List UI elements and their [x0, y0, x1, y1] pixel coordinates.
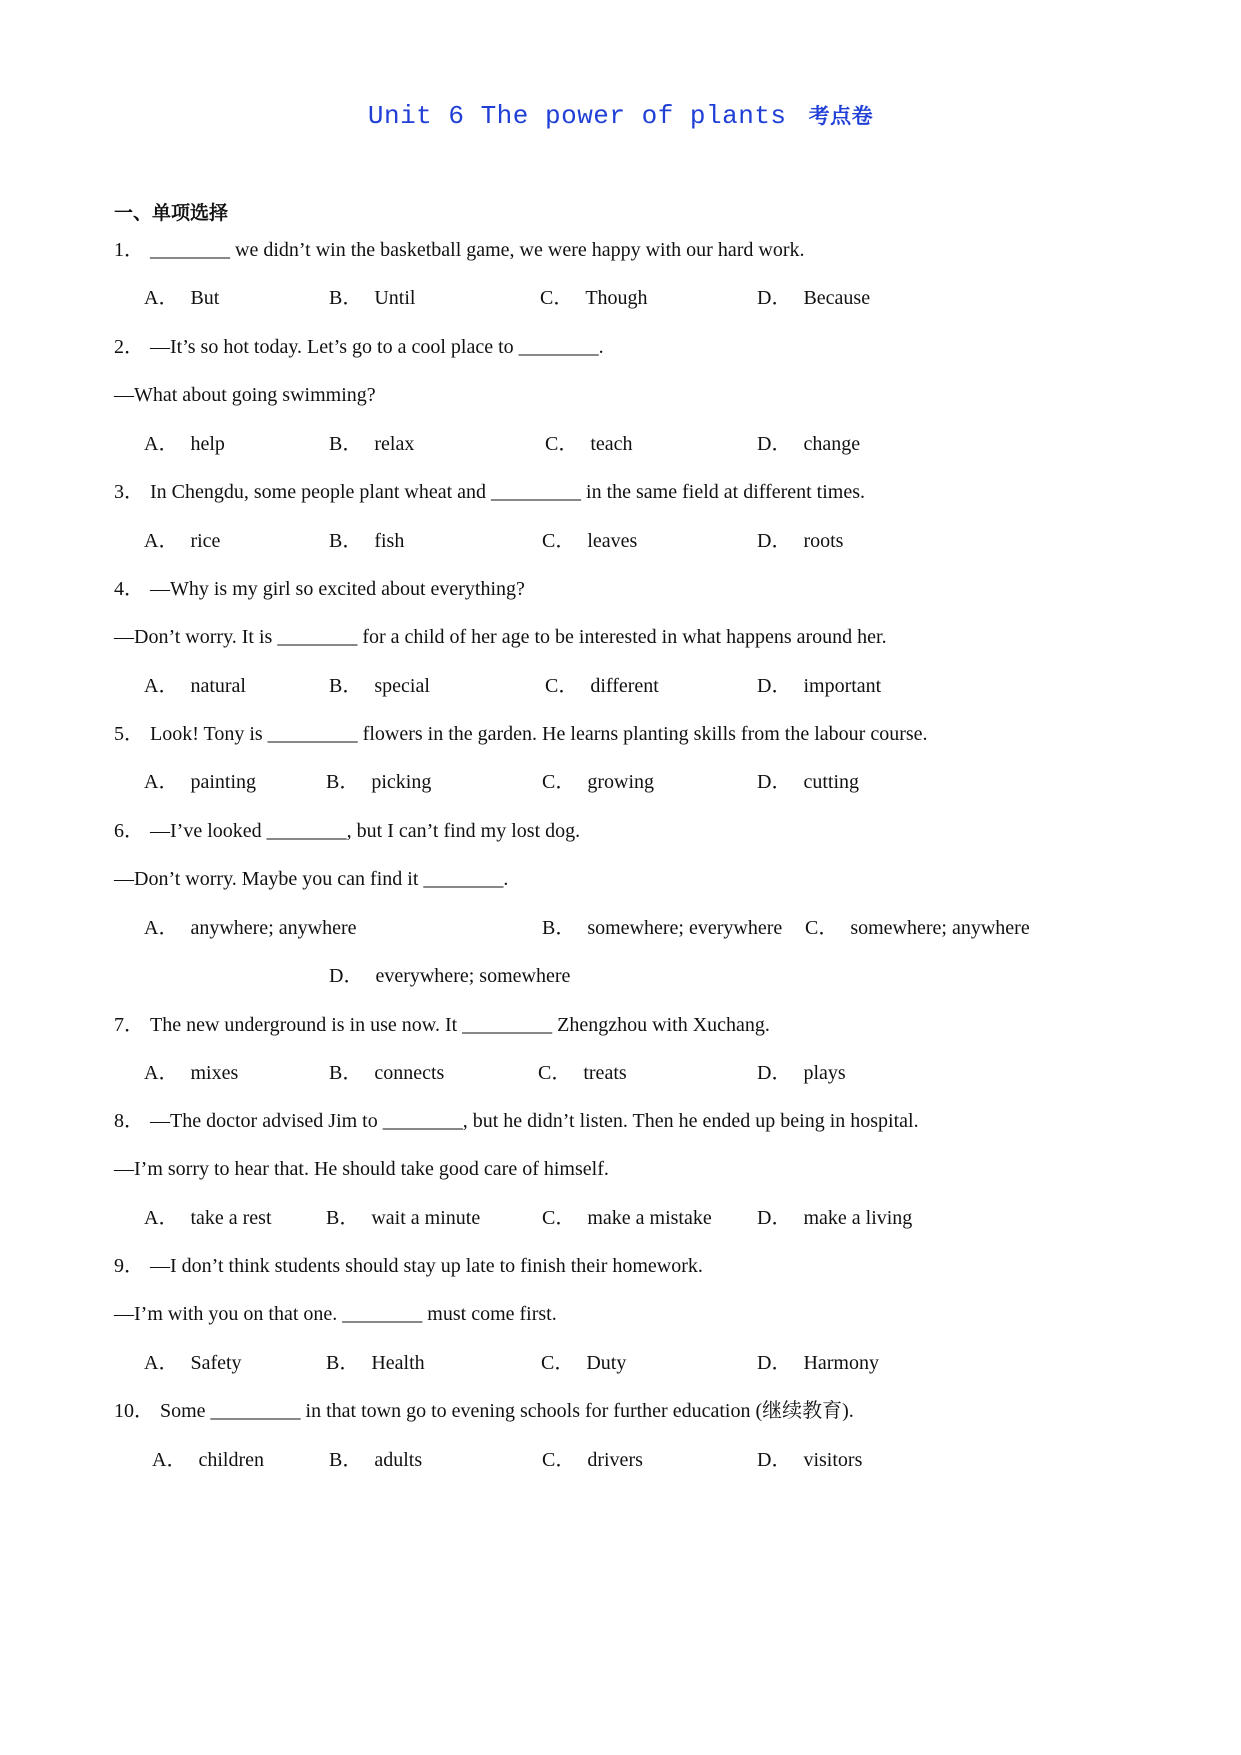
option-letter: B．	[329, 287, 363, 309]
option-letter: D．	[757, 530, 792, 552]
option-letter: B．	[326, 1352, 360, 1374]
question-text: Some _________ in that town go to evening schools for further education (继续教育).	[160, 1400, 854, 1422]
question-text: —The doctor advised Jim to ________, but he didn’t listen. Then he ended up being in hospital.	[150, 1110, 919, 1132]
option-text: take a rest	[190, 1207, 272, 1229]
option-letter: D．	[757, 433, 792, 455]
question-number: 9．	[114, 1255, 144, 1277]
option-letter: A．	[144, 675, 179, 697]
q1-option-b[interactable]	[329, 286, 415, 310]
option-text: mixes	[190, 1062, 239, 1084]
option-text: somewhere; anywhere	[850, 917, 1030, 939]
option-letter: B．	[329, 1062, 363, 1084]
q5-option-c[interactable]	[542, 770, 654, 794]
option-letter: D．	[757, 675, 792, 697]
option-letter: A．	[144, 1062, 179, 1084]
option-letter: A．	[144, 917, 179, 939]
option-text: make a living	[803, 1207, 913, 1229]
section-heading: 一、单项选择	[114, 202, 229, 224]
option-text: plays	[803, 1062, 846, 1084]
option-letter: B．	[326, 1207, 360, 1229]
question-3-stem	[114, 480, 865, 504]
option-letter: D．	[329, 965, 364, 987]
question-8-stem	[114, 1109, 919, 1133]
q2-option-d[interactable]	[757, 432, 860, 456]
option-text: Because	[803, 287, 871, 309]
title-english: Unit 6 The power of plants	[367, 101, 787, 131]
option-text: anywhere; anywhere	[190, 917, 357, 939]
option-text: Duty	[586, 1352, 627, 1374]
option-letter: A．	[144, 433, 179, 455]
q4-option-a[interactable]	[144, 674, 246, 698]
q7-option-b[interactable]	[329, 1061, 444, 1085]
question-text: The new underground is in use now. It _________ Zhengzhou with Xuchang.	[150, 1014, 770, 1036]
question-text: In Chengdu, some people plant wheat and _________ in the same field at different times.	[150, 481, 866, 503]
q3-option-c[interactable]	[542, 529, 637, 553]
question-6-reply: —Don’t worry. Maybe you can find it ________.	[114, 868, 509, 890]
option-letter: B．	[542, 917, 576, 939]
option-letter: D．	[757, 1449, 792, 1471]
option-text: adults	[374, 1449, 423, 1471]
q10-option-c[interactable]	[542, 1448, 643, 1472]
option-text: help	[190, 433, 225, 455]
option-text: visitors	[803, 1449, 863, 1471]
option-text: picking	[371, 771, 432, 793]
q10-option-a[interactable]	[152, 1448, 264, 1472]
option-letter: C．	[545, 433, 579, 455]
question-number: 2．	[114, 336, 144, 358]
option-letter: D．	[757, 1207, 792, 1229]
option-text: Harmony	[803, 1352, 879, 1374]
question-6-stem	[114, 819, 580, 843]
option-letter: B．	[329, 675, 363, 697]
q7-option-c[interactable]	[538, 1061, 627, 1085]
q10-option-b[interactable]	[329, 1448, 422, 1472]
page-title	[0, 100, 1241, 131]
question-number: 1．	[114, 239, 144, 261]
option-text: fish	[374, 530, 405, 552]
option-text: wait a minute	[371, 1207, 481, 1229]
question-text: ________ we didn’t win the basketball game, we were happy with our hard work.	[150, 239, 805, 261]
q3-option-a[interactable]	[144, 529, 220, 553]
option-letter: C．	[542, 530, 576, 552]
option-text: But	[190, 287, 220, 309]
option-text: Health	[371, 1352, 425, 1374]
question-text: —It’s so hot today. Let’s go to a cool place to ________.	[150, 336, 604, 358]
option-letter: D．	[757, 287, 792, 309]
q3-option-d[interactable]	[757, 529, 843, 553]
question-text: —I don’t think students should stay up late to finish their homework.	[150, 1255, 703, 1277]
option-letter: A．	[144, 530, 179, 552]
question-10-stem	[114, 1399, 854, 1423]
q8-option-c[interactable]	[542, 1206, 712, 1230]
q9-option-d[interactable]	[757, 1351, 879, 1375]
option-letter: B．	[329, 1449, 363, 1471]
q8-option-d[interactable]	[757, 1206, 912, 1230]
question-number: 10．	[114, 1400, 154, 1422]
question-2-reply: —What about going swimming?	[114, 384, 376, 406]
q5-option-d[interactable]	[757, 770, 859, 794]
option-text: Safety	[190, 1352, 242, 1374]
option-letter: C．	[542, 1449, 576, 1471]
option-text: teach	[590, 433, 633, 455]
question-number: 8．	[114, 1110, 144, 1132]
option-letter: A．	[144, 287, 179, 309]
question-number: 4．	[114, 578, 144, 600]
option-letter: C．	[540, 287, 574, 309]
q1-option-c[interactable]	[540, 286, 648, 310]
q2-option-a[interactable]	[144, 432, 225, 456]
question-number: 3．	[114, 481, 144, 503]
title-chinese: 考点卷	[808, 104, 874, 128]
question-text: —I’ve looked ________, but I can’t find my lost dog.	[150, 820, 581, 842]
question-9-reply: —I’m with you on that one. ________ must come first.	[114, 1303, 557, 1325]
question-4-reply: —Don’t worry. It is ________ for a child of her age to be interested in what happens around her.	[114, 626, 887, 648]
option-text: make a mistake	[587, 1207, 712, 1229]
option-text: Until	[374, 287, 416, 309]
option-text: painting	[190, 771, 256, 793]
option-text: Though	[585, 287, 648, 309]
q9-option-b[interactable]	[326, 1351, 425, 1375]
question-number: 5．	[114, 723, 144, 745]
option-text: relax	[374, 433, 415, 455]
option-text: roots	[803, 530, 844, 552]
option-text: natural	[190, 675, 246, 697]
option-letter: B．	[326, 771, 360, 793]
question-number: 7．	[114, 1014, 144, 1036]
option-letter: C．	[541, 1352, 575, 1374]
q6-option-c[interactable]	[805, 916, 1030, 940]
question-text: Look! Tony is _________ flowers in the garden. He learns planting skills from the labour course.	[150, 723, 928, 745]
option-text: children	[198, 1449, 264, 1471]
option-letter: A．	[144, 1207, 179, 1229]
option-letter: A．	[144, 1352, 179, 1374]
option-text: treats	[583, 1062, 627, 1084]
q2-option-c[interactable]	[545, 432, 633, 456]
q5-option-b[interactable]	[326, 770, 431, 794]
q1-option-a[interactable]	[144, 286, 219, 310]
option-text: everywhere; somewhere	[375, 965, 571, 987]
option-text: cutting	[803, 771, 859, 793]
option-letter: C．	[538, 1062, 572, 1084]
option-letter: C．	[545, 675, 579, 697]
option-letter: D．	[757, 1062, 792, 1084]
q9-option-a[interactable]	[144, 1351, 242, 1375]
q1-option-d[interactable]	[757, 286, 870, 310]
question-4-stem	[114, 577, 525, 601]
option-letter: D．	[757, 771, 792, 793]
q10-option-d[interactable]	[757, 1448, 862, 1472]
question-7-stem	[114, 1013, 770, 1037]
q8-option-a[interactable]	[144, 1206, 272, 1230]
option-letter: C．	[542, 771, 576, 793]
option-letter: A．	[152, 1449, 187, 1471]
option-letter: B．	[329, 433, 363, 455]
option-text: change	[803, 433, 861, 455]
option-letter: C．	[805, 917, 839, 939]
question-5-stem	[114, 722, 928, 746]
option-letter: B．	[329, 530, 363, 552]
option-text: drivers	[587, 1449, 643, 1471]
q7-option-d[interactable]	[757, 1061, 846, 1085]
q9-option-c[interactable]	[541, 1351, 626, 1375]
question-9-stem	[114, 1254, 703, 1278]
question-1-stem	[114, 238, 804, 262]
question-2-stem	[114, 335, 604, 359]
option-text: important	[803, 675, 882, 697]
question-number: 6．	[114, 820, 144, 842]
option-text: growing	[587, 771, 655, 793]
q7-option-a[interactable]	[144, 1061, 238, 1085]
q4-option-c[interactable]	[545, 674, 659, 698]
q4-option-d[interactable]	[757, 674, 881, 698]
option-text: special	[374, 675, 430, 697]
q5-option-a[interactable]	[144, 770, 256, 794]
question-8-reply: —I’m sorry to hear that. He should take good care of himself.	[114, 1158, 609, 1180]
option-text: leaves	[587, 530, 638, 552]
option-text: different	[590, 675, 659, 697]
q3-option-b[interactable]	[329, 529, 404, 553]
option-letter: C．	[542, 1207, 576, 1229]
option-text: somewhere; everywhere	[587, 917, 783, 939]
q6-option-b[interactable]	[542, 916, 782, 940]
q2-option-b[interactable]	[329, 432, 414, 456]
q6-option-a[interactable]	[144, 916, 356, 940]
question-text: —Why is my girl so excited about everything?	[150, 578, 525, 600]
q6-option-d[interactable]	[329, 964, 570, 988]
option-text: connects	[374, 1062, 445, 1084]
option-text: rice	[190, 530, 221, 552]
option-letter: D．	[757, 1352, 792, 1374]
q8-option-b[interactable]	[326, 1206, 480, 1230]
q4-option-b[interactable]	[329, 674, 430, 698]
option-letter: A．	[144, 771, 179, 793]
